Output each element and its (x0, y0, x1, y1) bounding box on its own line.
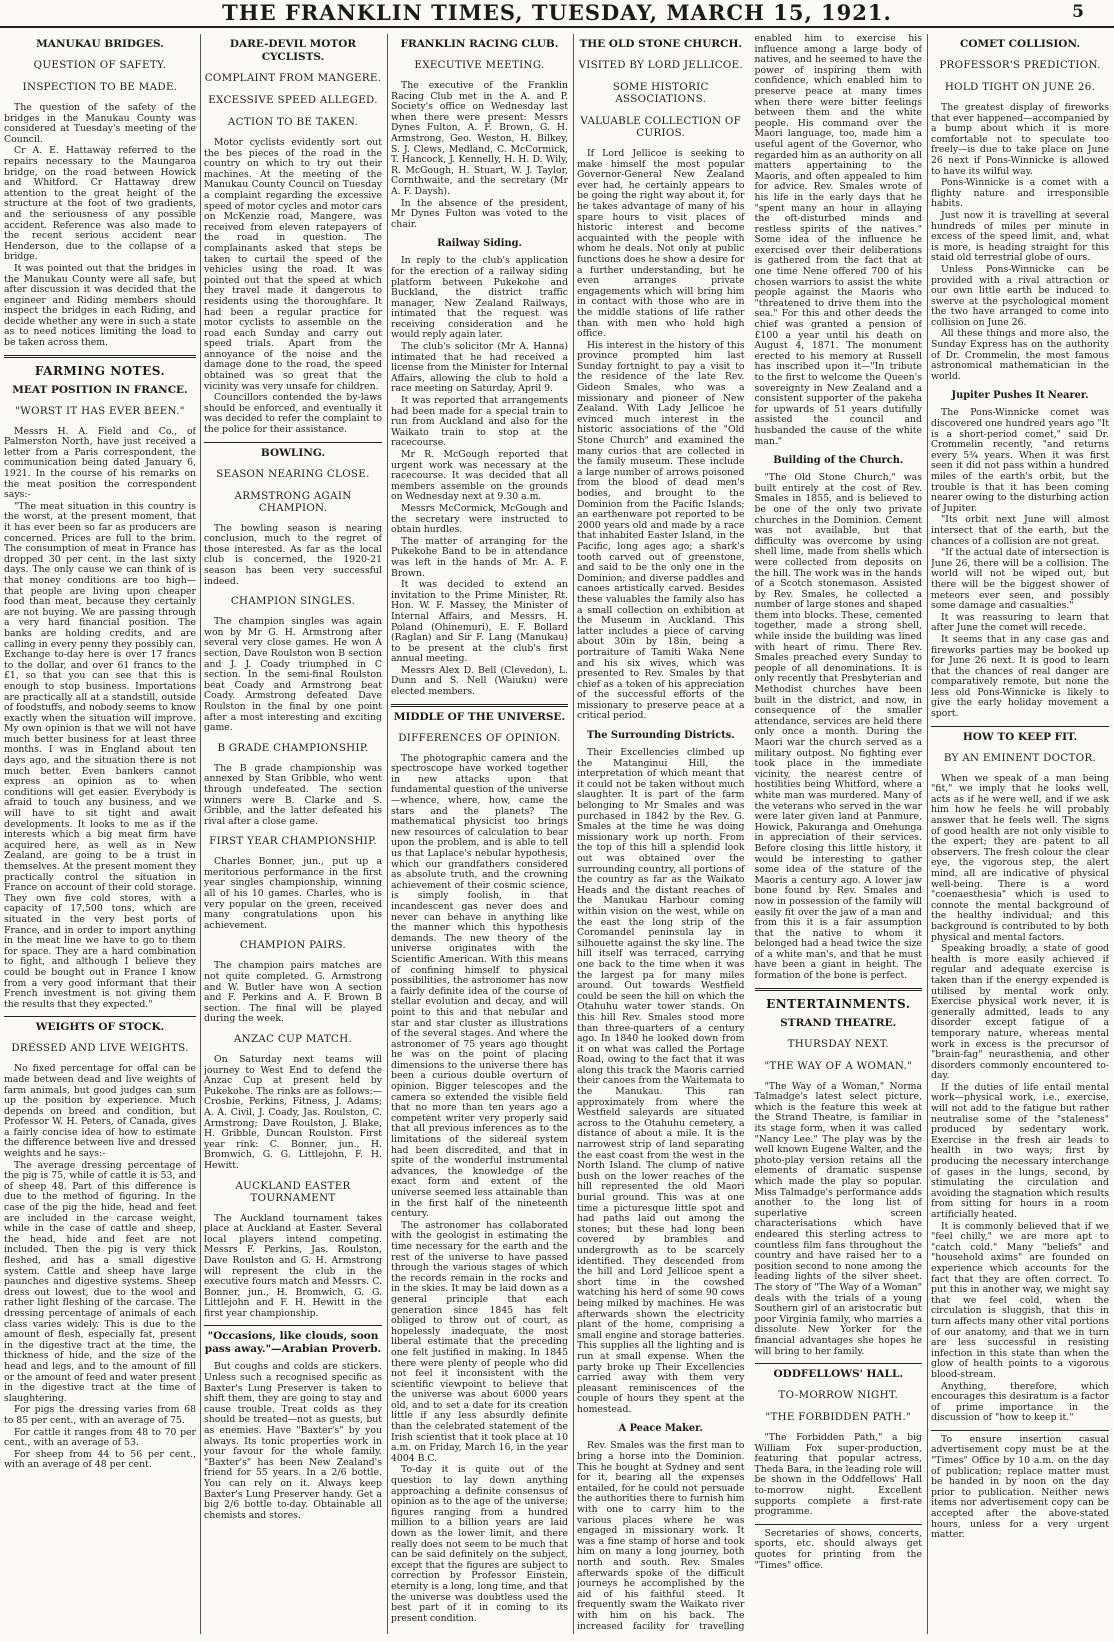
article-paragraph: All these things and more also, the Sunday Express has on the authority of Dr. Crommelin, the most famous astronomical mathematician in the world. (931, 328, 1109, 382)
article-headline: HOW TO KEEP FIT. (962, 730, 1078, 743)
article-paragraph: It was decided to extend an invitation to the Prime Minister, Rt. Hon. W. F. Massey, the Minister of Internal Affairs, and Messrs. H. Poland (Ohinemuri), E. F. Bollard (Raglan) and Sir F. Lang (Manukau) to be present at the club's first annual meeting. (391, 579, 568, 665)
article-subheading: "THE WAY OF A WOMAN." (764, 1059, 913, 1072)
column-divider (755, 1363, 923, 1364)
newspaper-title: THE FRANKLIN TIMES, TUESDAY, MARCH 15, 1921. (222, 0, 892, 25)
article-subheading: "WORST IT HAS EVER BEEN." (15, 404, 185, 417)
section-subhead: A Peace Maker. (618, 1423, 703, 1435)
article-paragraph: Messrs Alex D. Bell (Clevedon), L. Dunn and S. Nell (Waiuku) were elected members. (391, 664, 568, 698)
article-paragraph: Motor cyclists evidently sort out the bes pieces of the road in the country on which to try out their machines. At the meeting of the Manukau County Council on Tuesday a complaint regarding the excessive speed of motor cycles and motor cars on McKenzie road, Mangere, was received from eleven ratepayers of the road in question. The complainants asked that steps be taken to curtail the speed of the vehicles using the road. It was pointed out that the speed at which they travel made it dangerous to residents using the thoroughfare. It had been a regular practice for motor cyclists to assemble on the road each Sunday and carry out speed trials. Apart from the annoyance of the noise and the damage done to the road, the speed obtained was so great that the vicinity was very unsafe for children. (204, 137, 382, 392)
article-paragraph: Councillors contended the by-laws should be enforced, and eventually it was decided to refer the complaint to the police for their assistance. (204, 392, 382, 436)
article-headline: ODDFELLOWS' HALL. (773, 1368, 903, 1381)
article-paragraph: "If the actual date of intersection is June 26, there will be a collision. The world will not be wiped out, but there will be the biggest shower of meteors ever seen, and possibly some damage and casualties." (931, 547, 1109, 612)
article-headline: DARE-DEVIL MOTOR CYCLISTS. (229, 38, 357, 63)
article-paragraph: Cr A. E. Hattaway referred to the repairs necessary to the Maungaroa bridge, on the road between Howick and Whitford. Cr Hattaway drew attention to the great height of the structure at the foot of two gradients, and the seriousness of any possible accident. Reference was also made to the recent serious accident near Henderson, due to the collapse of a bridge. (4, 145, 196, 263)
article-subheading: SOME HISTORIC ASSOCIATIONS. (612, 81, 709, 105)
article-paragraph: Their Excellencies climbed up the Matanginui Hill, the interpretation of which meant that it could not be taken without much slaughter. It is part of the farm belonging to Mr Smales and was purchased in 1842 by the Rev. G. Smales at the time he was doing missionary work up north. From the top of this hill a splendid look out was obtained over the surrounding country, all portions of the country as far as the Waikato Heads and the distant reaches of the Manukau Harbour coming within vision on the west, while on the east the long strip of the Coromandel peninsula lay in silhouette against the sky line. The hill itself was terraced, carrying one back to the time when it was the largest pa for many miles around. Out towards Westfield could be seen the hill on which the Otahuhu water tower stands. On this hill Rev. Smales stood more than three-quarters of a century ago. In 1840 he looked down from it on what was called the Portage Road, owing to the fact that it was along this track the Maoris carried their canoes from the Waitemata to the Manukau. This ran approximately from where the Westfield saleyards are situated across to the Otahuhu cemetery, a distance of about a mile. It is the narrowest strip of land separating the east coast from the west in the North Island. The clump of native bush on the lower reaches of the hill represented the old Maori burial ground. This was at one time a picturesque little spot and had paths laid out among the stones; but these had long been covered by brambles and undergrowth as to be scarcely identified. They descended from the hill and Lord Jellicoe spent a short time in the cowshed watching his herd of some 90 cows being milked by machines. He was afterwards shown the electricity plant of the home, comprising a small engine and storage batteries. This supplies all the lighting and is run at small expense. When the party broke up Their Excellencies carried away with them very pleasant reminiscences of the couple of hours they spent at the homestead. (577, 747, 745, 1415)
article-subheading: DIFFERENCES OF OPINION. (398, 731, 561, 744)
article-paragraph: Messrs McCormick, McGough and the secretary were instructed to obtain hurdles. (391, 502, 568, 536)
section-subhead: Railway Siding. (437, 238, 522, 250)
article-paragraph: But coughs and colds are stickers. Unless such a recognised specific as Baxter's Lung Preserver is taken to shift them, they are going to stay and cause trouble. Treat colds as they should be treated—not as guests, but as enemies. Have "Baxter's" by you always. Its tonic properties work in your favour for the whole family. "Baxter's" has been New Zealand's friend for 55 years. In a 2/6 bottle. You can rely on it. Always keep Baxter's Lung Preserver handy. Get a big 2/6 bottle to-day. Obtainable all chemists and stores. (204, 1361, 382, 1521)
section-heading: FARMING NOTES. (34, 363, 166, 378)
article-paragraph: Mr R. McGough reported that urgent work was necessary at the racecourse. It was decided that all members assemble on the grounds on Wednesday next at 9.30 a.m. (391, 449, 568, 503)
article-paragraph: It was reported that arrangements had been made for a special train to run from Auckland and also for the Waikato train to stop at the racecourse. (391, 395, 568, 449)
article-paragraph: Secretaries of shows, concerts, sports, etc. should always get quotes for printing from the "Times" office. (754, 1527, 922, 1571)
article-subheading: FIRST YEAR CHAMPIONSHIP. (209, 835, 377, 848)
article-paragraph: "The meat situation in this country is the worst, at the present moment, that it has ever been so far as producers are concerned. Prices are full to the brim. The consumption of meat in France has dropped 30 per cent. in the last sixty days. The only cause we can think of is that money conditions are too high—that people are living upon cheaper food than meat, because they certainly are not buying. We are passing through a very hard financial position. The banks are holding credits, and are calling in every penny they possibly can. Exchange to-day here is over 17 francs to the dollar, and over 61 francs to the £1, so that you can see that this is enough to stop business. Importations are practically all at a standstill, outside of foodstuffs, and nobody seems to know exactly when the situation will improve. My own opinion is that we will not have much better business for at least three months. I was in England about ten days ago, and the situation there is not much better. Even bankers cannot express an opinion as to when conditions will get easier. Everybody is afraid to touch any business, and we will have to sit tight and await developments. It looks to me as if the interests which a big meat firm have acquired here, as well as in New Zealand, are going to be a trust in themselves. At the present moment they practically control the situation in France on account of their cold storage. They own five cold stores, with a capacity of 17,500 tons, which are situated in the very best ports of France, and in order to import anything in the meat line we have to go to them for space. They are a hard combination to fight, and although I believe they could be bought out in France I know from a very good informant that their French investment is not giving them the results that they expected." (4, 500, 196, 1010)
article-paragraph: The club's solicitor (Mr A. Hanna) intimated that he had received a license from the Minister for Internal Affairs, allowing the club to hold a race meeting on Saturday, April 9. (391, 341, 568, 395)
article-subheading: TO-MORROW NIGHT. (778, 1389, 899, 1402)
article-paragraph: The executive of the Franklin Racing Club met in the A. and P. Society's office on Wednesday last when there were present: Messrs Dynes Fulton, A. F. Brown, G. H. Armstrong, Geo. Weston, H. Bilkey, S. J. Clews, Medland, C. McCormick, T. Hancock, J. Kennelly, H. H. D. Wily, R. McGough, H. Stuart, W. J. Taylor, Cornthwaite, and the secretary (Mr A. F. Daysh). (391, 80, 568, 197)
article-paragraph: Unless Pons-Winnicke can be provided with a rival attraction or our own little earth be induced to swerve at the psychological moment the two have arranged to come into collision on June 26. (931, 263, 1109, 328)
masthead (0, 0, 1114, 28)
column-divider (204, 442, 382, 443)
column-divider (755, 1524, 923, 1525)
article-paragraph: "The Forbidden Path," a big William Fox super-production, featuring that popular actress, Theda Bara, in the leading role will be shown in the Oddfellows' Hall to-morrow night. Excellent supports complete a first-rate programme. (754, 1432, 922, 1518)
article-subheading: DRESSED AND LIVE WEIGHTS. (11, 1042, 189, 1055)
column-1 (4, 34, 196, 1634)
article-paragraph: The greatest display of fireworks that ever happened—accompanied by a bump about which it is more comfortable not to speculate too freely—is due to take place on June 26 next if Pons-Winnicke is allowed to have its wilful way. (931, 102, 1109, 177)
article-headline: MANUKAU BRIDGES. (36, 38, 164, 50)
article-subheading: VISITED BY LORD JELLICOE. (578, 59, 744, 71)
column-5 (931, 34, 1109, 1634)
article-paragraph: The photographic camera and the spectroscope have worked together in new attacks upon that fundamental question of the universe—whence, where, how, came the stars and the planets? The mathematical physicist too brings new resources of calculation to bear upon the problem, and is able to tell us that Laplace's nebular hypothesis, which our grandfathers considered as absolute truth, and the crowning achievement of their cosmic science, is simply foolish, in that incandescent gas never does and never can behave in anything like the manner which this hypothesis demands. The new theory of the universe originates with the Scientific American. With this means of confining himself to physical possibilities, the astronomer has now a fairly definite idea of the course of stellar evolution and decay, and will point to this and that nebular and star and star cluster as illustrations of the several stages. And where the astronomer of 75 years ago thought he was on the point of placing dimensions to the universe there has been a curious double overturn of opinion. Bigger telescopes and the camera so extended the visible field that no more than ten years ago a competent writer very properly said that all previous inferences as to the limitations of the sidereal system had been discredited, and that in spite of the wonderful instrumental advances, the knowledge of the exact form and extent of the universe seemed less attainable than in the first half of the nineteenth century. (391, 752, 568, 1220)
column-divider (4, 1016, 196, 1017)
article-paragraph: To-day it is quite out of the question to lay down anything approaching a definite consensus of opinion as to the age of the universe; figures ranging from a hundred million to a billion years are laid down as the lower limit, and there really does not seem to be much that can be said definitely on the subject, except that the figures are subject to correction by Professor Einstein, eternity is a long, long time, and that the universe was doubtless used the best part of it in coming to its present condition. (391, 1464, 568, 1624)
article-paragraph: Anything, therefore, which encourages this desiratum is a factor of prime importance in the discussion of "how to keep it." (931, 1380, 1109, 1424)
column-3 (391, 34, 568, 1634)
article-paragraph: "The Old Stone Church," was built entirely at the cost of Rev. Smales in 1855, and is believed to be one of the only two private churches in the Dominion. Cement was not available, but that difficulty was overcome by using shell lime, made from shells which were collected from deposits on the hill. The work was in the hands of a Scotch stonemason. Assisted by Rev. Smales, he collected a number of large stones and shaped them into blocks. These, cemented together, made a strong shell, while inside the building was lined with heart of rimu. There Rev. Smales preached every Sunday to people of all denominations. It is only recently that Presbyterian and Methodist churches have been built in the district, and now, in consequence of the smaller attendance, services are held there only once a month. During the Maori war the church served as a military outpost. No fighting ever took place in the immediate vicinity, the nearest centre of hostilities being Whitford, where a white man was murdered. Many of the veterans who served in the war were later given land at Panmure, Howick, Pakuranga and Onehunga in appreciation of their services. Before closing this little history, it would be interesting to gather some idea of the stature of the Maoris a century ago. A lower jaw bone found by Rev. Smales and now in possession of the family will easily fit over the jaw of a man and from this it is a fair assumption that the native to whom it belonged had a head twice the size of a white man's, and that he must have been a giant in height. The formation of the bone is perfect. (754, 472, 922, 982)
article-paragraph: When we speak of a man being "fit," we imply that he looks well, acts as if he were well, and if we ask him how he feels he will probably answer that he feels well. The signs of good health are not only visible to the expert; they are patent to all observers. The fresh colour the clear eye, the vigorous step, the alert mind, all are indicative of physical well-being. There is a word "coenaesthesia" which is used to connote the mental background of the healthy individual; and this background is contributed to by both physical and mental factors. (931, 772, 1109, 943)
article-subheading: INSPECTION TO BE MADE. (22, 81, 178, 93)
article-paragraph: The B grade championship was annexed by Stan Gribble, who went through undefeated. The section winners were B. Clarke and S. Gribble, and the latter defeated his rival after a close game. (204, 762, 382, 827)
article-subheading: ANZAC CUP MATCH. (233, 1033, 353, 1045)
article-headline: THE OLD STONE CHURCH. (579, 38, 743, 50)
article-paragraph: In the absence of the president, Mr Dynes Fulton was voted to the chair. (391, 197, 568, 230)
article-paragraph: The Auckland tournament takes place at Auckland at Easter. Several local players intend competing. Messrs F. Perkins, Jas. Roulston, Dave Roulston and G. H. Armstrong will represent the club in the executive fours match and Messrs. C. Bonner, jun., H. Bromwich, G. G. Littlejohn and F. H. Hewitt in the first year championship. (204, 1212, 382, 1319)
article-paragraph: For sheep from 44 to 56 per cent., with an average of 48 per cent. (4, 1448, 196, 1471)
column-divider (931, 726, 1109, 727)
article-subheading: AUCKLAND EASTER TOURNAMENT (235, 1179, 351, 1204)
article-paragraph: If Lord Jellicoe is seeking to make himself the most popular Governor-General New Zealand ever had, he certainly appears to be going the right way about it, for he takes advantage of many of his spare hours to visit places of historic interest and become acquainted with the people with whom he deals. Not only at public functions does he show a desire for a further understanding, but he even arranges private engagements which will bring him in contact with those who are in the middle stations of life rather than with men who hold high office. (577, 148, 745, 340)
column-divider (931, 1430, 1109, 1431)
article-subheading: THURSDAY NEXT. (787, 1037, 889, 1050)
article-subheading: VALUABLE COLLECTION OF CURIOS. (580, 115, 742, 139)
article-subheading: EXECUTIVE MEETING. (414, 59, 545, 71)
article-headline: MIDDLE OF THE UNIVERSE. (393, 710, 566, 723)
article-paragraph: Rev. Smales was the first man to bring a horse into the Dominion. This he bought at Sydney and sent for it, bearing all the expenses entailed, for he could not persuade the authorities there to furnish him with one to carry him to the various places where he was engaged in missionary work. It was a fine stamp of horse and took him on many a long journey, both north and south. Rev. Smales afterwards spoke of the difficult journeys he accomplished by the aid of his faithful steed. It frequently swam the Waikato river with him on his back. The increased facility for travelling enabled him to exercise his influence among a large body of natives, and he seemed to have the power of inspiring them with confidence, which enabled him to preserve peace at many times when there were bitter feelings between them and the white people. His command over the Maori language, too, made him a useful agent of the Governor, who regarded him as an authority on all matters appertaining to the Maoris, and often appealed to him for advice. Rev. Smales wrote of his life in the early days that he "spent many an hour in allaying the oft-disturbed minds and restless spirits of the natives." Some idea of the influence he exercised over their deliberations is gathered from the fact that at one time Nene offered 700 of his chosen warriors to assist the white people against the Maoris who "threatened to drive them into the sea." For this and other deeds the chief was granted a pension of £100 a year until his death on August 4, 1871. The monument erected to his memory at Russell has inscribed upon it—"In tribute to the first to welcome the Queen's sovereignty in New Zealand and a consistent supporter of the pakeha for upwards of 51 years dutifully assisted the council and husbanded the cause of the white man." (577, 34, 922, 1632)
article-subheading: HOLD TIGHT ON JUNE 26. (944, 81, 1096, 93)
column-rule (200, 34, 201, 1634)
article-subheading: SEASON NEARING CLOSE. (216, 467, 370, 480)
column-rule (927, 34, 928, 1634)
article-subheading: PROFESSOR'S PREDICTION. (939, 59, 1101, 71)
article-headline: FRANKLIN RACING CLUB. (400, 38, 559, 50)
article-paragraph: Charles Bonner, jun., put up a meritorious performance in the first year singles championship, winning all of his 10 games. Charles, who is very popular on the green, received many congratulations upon his achievement. (204, 856, 382, 931)
article-paragraph: It was reassuring to learn that after June the comet will recede. (931, 611, 1109, 634)
article-subheading: B GRADE CHAMPIONSHIP. (217, 741, 369, 754)
column-divider (391, 704, 568, 707)
article-subheading: BY AN EMINENT DOCTOR. (943, 751, 1097, 764)
column-rule (387, 34, 388, 1634)
article-paragraph: The champion pairs matches are not quite completed. G. Armstrong and W. Butler have won A section and F. Perkins and A. F. Brown B section. The final will be played during the week. (204, 960, 382, 1025)
article-paragraph: For cattle it ranges from 48 to 70 per cent., with an average of 53. (4, 1426, 196, 1449)
section-subhead: Jupiter Pushes It Nearer. (951, 390, 1089, 402)
article-subheading: EXCESSIVE SPEED ALLEGED. (208, 94, 378, 106)
article-paragraph: It is commonly believed that if we "feel chilly," we are more apt to "catch cold." Many "beliefs" and "household axims" are founded on experience which accounts for the fact that they are often correct. To put this in another way, we might say that we feel cold, when the circulation is sluggish, that this in turn affects many other vital portions of our anatomy, and that we in turn are less successful in resisting infection in this state than when the glow of health points to a vigorous blood-stream. (931, 1220, 1109, 1380)
article-paragraph: The astronomer has collaborated with the geologist in estimating the time necessary for the earth and the rest of the universe to have passed through the various stages of which the records remain in the rocks and in the skies. It may be laid down as a general principle that each generation since 1845 has felt obliged to throw out of court, as hopelessly inadequate, the most liberal estimate that the preceding one felt justified in making. In 1845 there were plenty of people who did not feel it inconsistent with the scientific viewpoint to believe that the universe was about 6000 years old, and to set a date for its creation little if any less absurdly definite than the celebrated statement of the Irish scientist that it took place at 10 a.m. on Friday, March 16, in the year 4004 B.C. (391, 1219, 568, 1464)
article-headline: COMET COLLISION. (959, 38, 1080, 50)
article-paragraph: In reply to the club's application for the erection of a railway siding platform between Pukekohe and Buckland, the district traffic manager, New Zealand Railways, intimated that the request was receiving consideration and he would reply again later. (391, 255, 568, 341)
article-subheading: "THE FORBIDDEN PATH." (765, 1411, 912, 1424)
article-headline: "Occasions, like clouds, soon pass away."—Arabian Proverb. (204, 1330, 382, 1356)
article-headline: WEIGHTS OF STOCK. (35, 1021, 165, 1034)
article-subheading: QUESTION OF SAFETY. (33, 59, 167, 71)
article-paragraph: To ensure insertion casual advertisement copy must be at the "Times" Office by 10 a.m. on the day of publication; replace matter must be handed in by noon on the day prior to publication. Neither news items nor advertisement copy can be accepted after the above-stated hours, unless for a very urgent matter. (931, 1433, 1109, 1541)
page-number: 5 (1072, 2, 1084, 22)
article-paragraph: The question of the safety of the bridges in the Manukau County was considered at Tuesday's meeting of the Council. (4, 102, 196, 145)
article-paragraph: It seems that in any case gas and fireworks parties may be booked up for June 26 next. It is good to learn that the chances of real danger are comparatively remote, but none the less old Pons-Winnicke is likely to give the early holiday movement a sport. (931, 633, 1109, 720)
column-divider (4, 355, 196, 358)
article-subheading: ACTION TO BE TAKEN. (227, 116, 359, 128)
article-headline: MEAT POSITION IN FRANCE. (12, 383, 188, 396)
article-paragraph: The bowling season is nearing conclusion, much to the regret of those interested. As far as the local club is concerned, the 1920-21 season has been very successful indeed. (204, 522, 382, 587)
article-paragraph: His interest in the history of this province prompted him last Sunday fortnight to pay a visit to the residence of the late Rev. Gideon Smales, who was a missionary and pioneer of New Zealand. With Lady Jellicoe he evinced much interest in the historic associations of the "Old Stone Church" and examined the many curios that are collected in the family museum. These include a large number of arrows poisoned from the blood of dead men's bodies, and brought to the Dominion from the Pacific Islands; an earthenware pot reported to be 2000 years old and made by a race that inhabited Easter Island, in the Pacific, long ages ago; a shark's tooth carved out of greenstone, and said to be the only one in the Dominion; and diverse paddles and canoes artistically carved. Besides these valuables the family also has a small collection on exhibition at the Museum in Auckland. This latter includes a piece of carving about 30in by 18in, being a portraiture of Tamiti Waka Nene and his six wives, which was presented to Rev. Smales by that chief as a token of his appreciation of the successful efforts of the missionary to preserve peace at a critical period. (577, 339, 745, 722)
column-divider (204, 1325, 382, 1326)
column-2 (204, 34, 382, 1634)
article-paragraph: If the duties of life entail mental work—physical work, i.e., exercise, will not add to the fatigue but rather neutralise some of the "staleness" produced by sedentary work. Exercise in the fresh air leads to health in two ways; first by producing the necessary interchange of gases in the lungs, second, by stimulating the circulation and avoiding the stagnation which results from sitting for hours in a room artificially heated. (931, 1081, 1109, 1220)
section-heading: ENTERTAINMENTS. (766, 996, 911, 1011)
column-rule (573, 34, 574, 1634)
section-subhead: The Surrounding Districts. (586, 730, 735, 742)
article-paragraph: Pons-Winnicke is a comet with a flighty nature and irresponsible habits. (931, 177, 1109, 210)
section-subhead: Building of the Church. (773, 455, 904, 467)
article-subheading: CHAMPION PAIRS. (239, 939, 347, 952)
article-headline: BOWLING. (260, 446, 326, 459)
article-headline: STRAND THEATRE. (780, 1016, 897, 1029)
article-paragraph: "Its orbit next June will almost intersect that of the earth, but the chances of a collision are not great. (931, 514, 1109, 547)
article-subheading: COMPLAINT FROM MANGERE. (204, 72, 382, 84)
article-paragraph: On Saturday next teams will journey to West End to defend the Anzac Cup at present held by Pukekohe. The rinks are as follows:—Crosbie, Perkins, Fitness, J. Adams; A. A. Civil, J. Coady, Jas. Roulston, C. Armstrong; Dave Roulston, J. Blake, H. Gribble, Duncan Roulston. First year rink: C. Bonner, jun., H. Bromwich, G. G. Littlejohn, F. H. Hewitt. (204, 1054, 382, 1171)
article-paragraph: No fixed percentage for offal can be made between dead and live weights of farm animals, but good judges can sum up the position by experience. Much depends on breed and condition, but Professor W. H. Peters, of Canada, gives a fairly concise idea of how to estimate the difference between live and dressed weights and he says:- (4, 1063, 196, 1160)
article-paragraph: It was pointed out that the bridges in the Manukau County were all safe, but after discussion it was decided that the engineer and Riding members should inspect the bridges in each Riding, and decide whether any were in such a state as to need notices limiting the load to be taken across them. (4, 262, 196, 349)
article-paragraph: For pigs the dressing varies from 68 to 85 per cent., with an average of 75. (4, 1404, 196, 1426)
article-paragraph: Just now it is travelling at several hundreds of miles per minute in excess of the speed limit, and, what is more, is heading straight for this staid old terrestrial globe of ours. (931, 209, 1109, 264)
article-paragraph: The matter of arranging for the Pukekohe Band to be in attendance was left in the hands of Mr. A. F. Brown. (391, 535, 568, 579)
article-paragraph: The average dressing percentage of the pig is 75, while of cattle it is 53, and of sheep 48. Part of this difference is due to the method of figuring. In the case of the pig the hide, head and feet are included in the carcase weight, while in the case of cattle and sheep, the head, hide and feet are not included. Then the pig is very thick fleshed, and has a small digestive system. Cattle and sheep have large paunches and digestive systems. Sheep dress out lowest, due to the wool and rather light fleshing of the carcase. The dressing percentage of animals of each class varies widely. This is due to the amount of flesh, especially fat, present in the digestive tract at the time, the thickness of hide, and the size of the head and legs, and to the amount of fill or the amount of feed and water present in the digestive tract at the time of slaughtering. (4, 1159, 196, 1404)
article-subheading: ARMSTRONG AGAIN CHAMPION. (234, 489, 352, 514)
article-paragraph: The Pons-Winnicke comet was discovered one hundred years ago "It is a short-period comet," said Dr. Crommelin recently, "and returns every 5¾ years. When it was first seen it did not pass within a hundred miles of the earth's orbit, but the trouble is that it has been coming nearer owing to the disturbing action of Jupiter. (931, 407, 1109, 514)
column-divider (755, 988, 923, 991)
article-paragraph: Speaking broadly, a state of good health is more easily achieved if regular and adequate exercise is taken than if the energy expended is utilised by mental work only. Exercise physical work never, it is generally admitted, leads to any disorder except fatigue of a temporary nature, whereas mental work in excess is the precursor of "brain-fag" neurasthenia, and other disorders commonly encountered to-day. (931, 943, 1109, 1082)
article-paragraph: "The Way of a Woman," Norma Talmadge's latest select picture, which is the feature this week at the Strand Theatre, is familiar in its stage form, when it was called "Nancy Lee." The play was by the well known Eugene Walter, and the photo-play version retains all the elements of dramatic suspense which made the play so popular. Miss Talmadge's performance adds another to the long list of superlative screen characterisations which have endeared this sterling actress to countless film fans throughout the country and have raised her to a position second to none among the leading lights of the silver sheet. The story of "The Way of a Woman" deals with the trials of a young Southern girl of an aristocratic but poor Virginia family, who marries a dissolute New Yorker for the financial advantages she hopes he will bring to her family. (754, 1080, 922, 1357)
article-paragraph: Messrs H. A. Field and Co., of Palmerston North, have just received a letter from a Paris correspondent, the communication being dated January 6, 1921. In the course of his remarks on the meat position the correspondent says:- (4, 425, 196, 501)
column-4 (577, 34, 922, 1634)
article-paragraph: The champion singles was again won by Mr G. H. Armstrong after several very close games. He won A section, Dave Roulston won B section and J. J. Coady triumphed in C section. In the semi-final Roulston beat Coady and Armstrong beat Coady. Armstrong defeated Dave Roulston in the final by one point after a most interesting and exciting game. (204, 616, 382, 734)
article-subheading: CHAMPION SINGLES. (230, 595, 356, 608)
